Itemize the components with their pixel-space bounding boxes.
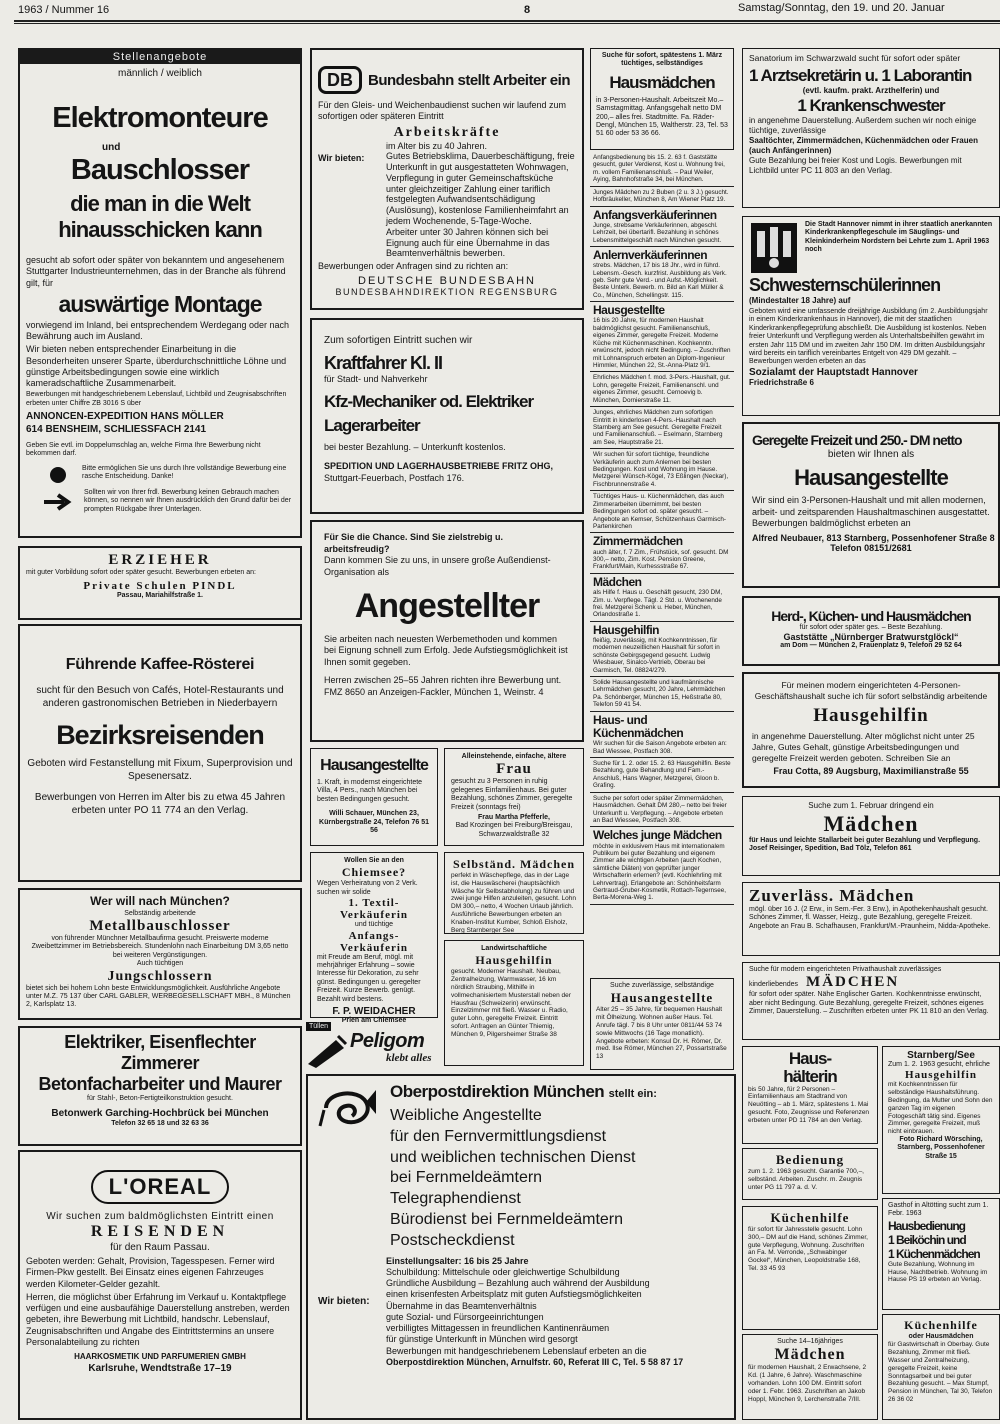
position-list — [390, 1106, 724, 1252]
classified-list — [590, 152, 734, 902]
arrow-icon — [44, 493, 72, 516]
body-text: Geboten werden: Gehalt, Provision, Tagesspesen. Ferner wird Firmen-Pkw gestellt. Bei Einsatz eines eigenen Fahrzeuges werden Kilometer-Gelder gezahlt. — [26, 1256, 275, 1289]
body-text: in 3-Personen-Haushalt. Arbeitszeit Mo.–Samstagmittag. Anfangsgehalt netto DM 200,– alles frei. Stadtmitte. Fa. Räder-Dengl, München 15, Waltherstr. 23, Tel. 53 51 60 oder 53 36 66. — [596, 96, 728, 138]
headline: die man in die Welt — [70, 191, 250, 216]
headline: Hausgehilfin — [905, 1069, 977, 1082]
address: Frau Cotta, 89 Augsburg, Maximilianstraße 55 — [773, 766, 969, 777]
address: Passau, Mariahilfstraße 1. — [117, 592, 203, 600]
ad-peligom — [306, 1022, 442, 1070]
address: Prien am Chiemsee — [341, 1016, 407, 1024]
issue-date: Samstag/Sonntag, den 19. und 20. Januar — [738, 2, 945, 14]
body-text: Gasthof in Altötting sucht zum 1. Febr. 1963 — [888, 1202, 989, 1218]
loreal-logo: L'OREAL — [91, 1170, 230, 1204]
headline: Kfz-Mechaniker od. Elektriker — [324, 391, 534, 411]
hannover-crest-icon — [749, 221, 799, 275]
headline: Hausangestellte — [320, 757, 428, 774]
body-text: mit guter Vorbildung sofort oder später gesucht. Bewerbungen erbeten an: — [26, 569, 256, 576]
body-text: für Haus und leichte Stallarbeit bei guter Bezahlung und Verpflegung. Josef Reisinger, Spedition, Bad Tölz, Telefon 861 — [749, 837, 981, 853]
classified-text: Tüchtiges Haus- u. Küchenmädchen, das auch Zimmerarbeiten übernimmt, bei besten Bedingungen sofort od. später gesucht. – Angebote an Kemser, Schützenhaus Garmisch-Partenkirchen — [593, 493, 727, 531]
body-text: Einstellungsalter: 16 bis 25 Jahre — [386, 1255, 529, 1266]
headline: MÄDCHEN — [806, 974, 900, 991]
position-line: Weibliche Angestellte — [390, 1107, 542, 1124]
classified-text: Junges Mädchen zu 2 Buben (2 u. 3 J.) gesucht. Hofbräukeller, München 8, Am Wiener Platz 19. — [593, 188, 729, 204]
body-text: Wollen Sie an den — [344, 857, 404, 864]
classified-item — [590, 622, 734, 677]
headline: Betonfacharbeiter und Maurer — [38, 1074, 282, 1094]
classified-item — [590, 491, 734, 533]
body-text: Suche für sofort, spätestens 1. März tüchtiges, selbständiges — [601, 52, 723, 68]
address: Stuttgart-Feuerbach, Postfach 176. — [324, 473, 465, 484]
body-text: für sofort oder später ges. – Beste Bezahlung. — [799, 624, 943, 631]
headline: Bezirksreisenden — [56, 720, 264, 750]
headline: Hausgehilfin — [813, 705, 929, 727]
body-text: für Gastwirtschaft in Oberbay. Gute Bezahlung, Zimmer mit fließ. Wasser und Zentralheizung, geregelte Freizeit, keine Sonntagsarbeit und bei guter Bezahlung gesucht. – Max Stumpf, Pension in München, Tal 30, Telefon 26 36 02 — [888, 1341, 993, 1403]
address: Alfred Neubauer, 813 Starnberg, Possenhofener Straße 8 — [752, 533, 995, 544]
headline: Schwesternschülerinnen — [749, 275, 941, 295]
ad-reisinger — [742, 796, 1000, 876]
body-text: Gründliche Ausbildung – Bezahlung auch während der Ausbildung — [386, 1278, 650, 1289]
body-text: (Mindestalter 18 Jahre) auf — [749, 296, 851, 305]
classified-text: Ehrliches Mädchen f. mod. 3-Pers.-Haushalt, gut. Lohn, geregelte Freizeit, Familienanschl. und eigenes Zimmer, gesucht. Cernoevig b. München, Dornierstraße 11. — [593, 374, 731, 404]
body-text: Herren, die möglichst über Erfahrung im Verkauf u. Kontaktpflege verfügen und eine ausbaufähige Dauerstellung anstreben, werden gebeten, ihre Bewerbung mit Lichtbild, handschr. Lebenslauf, Zeugnisabschriften und Angabe des Eintrittstermins an unsere Personalabteilung zu richten — [26, 1291, 290, 1347]
position-line: und weiblichen technischen Dienst — [390, 1148, 636, 1166]
classified-headline: Mädchen — [593, 574, 642, 589]
phone: Telefon 32 65 18 und 32 63 36 — [111, 1120, 209, 1128]
classified-item — [590, 372, 734, 407]
classified-headline: Haus- und Küchenmädchen — [593, 712, 684, 740]
position-line: Bürodienst bei Fernmeldeämtern — [390, 1210, 624, 1228]
ad-cotta — [742, 672, 1000, 788]
body-text: Wir sind ein 3-Personen-Haushalt und mit allen modernen, arbeit- und zeitsparenden Haushaltmaschinen ausgestattet. Bewerbungen baldmöglichst erbeten an — [752, 495, 990, 529]
body-text: bei bester Bezahlung. – Unterkunft kostenlos. — [324, 441, 506, 452]
body-text: in angenehme Dauerstellung. Alter möglichst nicht unter 25 Jahre, Gutes Gehalt, günstige Arbeitsbedingungen und geregelte Freizeit werden geboten. Schreiben Sie an — [752, 731, 975, 763]
headline: Wer will nach München? — [90, 894, 230, 908]
body-text: Suche zuverlässige, selbständige — [610, 982, 714, 989]
body-text: sucht für den Besuch von Cafés, Hotel-Restaurants und anderen gastronomischen Betrieben in Niederbayern — [36, 685, 284, 709]
body-text: Selbständig arbeitende — [124, 909, 196, 917]
headline: Führende Kaffee-Rösterei — [65, 656, 255, 673]
headline: 1 Arztsekretärin u. 1 Laborantin — [749, 65, 972, 85]
body-text: Arbeiter unter 30 Jahren können sich bei Eignung auch für eine Übernahme in das Beamtenverhältnis bewerben. — [386, 226, 550, 259]
body-text: für Stahl-, Beton-Fertigteilkonstruktion gesucht. — [87, 1095, 233, 1102]
headline: Küchenhilfe — [770, 1210, 850, 1225]
headline: Arbeitskräfte — [393, 124, 501, 140]
classified-headline: Zimmermädchen — [593, 534, 683, 549]
position-line: Postscheckdienst — [390, 1231, 515, 1249]
company-name: Frau Martha Pfefferle, — [478, 813, 550, 821]
body-text: im Alter bis zu 40 Jahren. — [386, 140, 488, 151]
company-name: Gaststätte „Nürnberger Bratwurstglöckl“ — [783, 632, 959, 643]
body-text: kinderliebendes — [749, 981, 799, 989]
body-text: Zum 1. 2. 1963 gesucht, ehrliche — [888, 1061, 990, 1068]
classified-item — [590, 187, 734, 207]
headline: 1 Beiköchin und — [888, 1232, 966, 1247]
headline: Mädchen — [774, 1346, 846, 1364]
body-text: mögl. über 16 J. (2 Erw., in Sem.-Fer. 3 Erw.), in Apothekenhaushalt gesucht. Schönes Zimmer, fl. Wasser, Heizg., gute Bezahlung, geregelte Freizeit. Angebote an Frau B. Schafhausen, Frankfurt/M.-Praunheim, Nidda-Apotheke. — [749, 906, 991, 930]
body-text: vorwiegend im Inland, bei entsprechendem Werdegang oder nach Bewährung auch im Ausland. — [26, 319, 289, 341]
body-text: zum 1. 2. 1963 gesucht. Garantie 700,–, selbständ. Arbeiten. Zuschr. m. Zeugnis unter PG 11 797 a. d. V. — [748, 1168, 864, 1191]
headline: Mädchen — [823, 811, 919, 836]
ad-weidacher — [310, 852, 438, 1024]
headline: Jungschlossern — [107, 968, 213, 984]
headline: Starnberg/See — [907, 1050, 975, 1061]
address: Karlsruhe, Wendtstraße 17–19 — [88, 1362, 232, 1374]
headline: Geregelte Freizeit und 250.- DM netto — [752, 432, 962, 448]
body-text: in angenehme Dauerstellung. Außerdem suchen wir noch einige tüchtige, zuverlässige — [749, 115, 977, 135]
body-text: Für meinen modern eingerichteten 4-Personen-Geschäftshaushalt suche ich für sofort selbständig arbeitende — [754, 680, 988, 701]
classified-headline: Hausgehilfin — [593, 622, 660, 637]
ad-bedienung — [742, 1148, 878, 1200]
body-text: Wegen Verheiratung von 2 Verk. suchen wir solide — [317, 880, 418, 896]
classified-text: möchte in exklusivem Haus mit internationalem Publikum bei guter Bezahlung und eigenem Zimmer alle wichtigen Arbeiten (auch Kochen, sämtliche Diäten) von geprüfter junger Wirtschafterin erlernen? (evtl. Kochlehrling mit Lehrvertrag). Erlangebote an: Schönheitsfarm Gertraud-Gruber-Kosmetik, Rottach-Tegernsee, Berta-Morena-Weg 1. — [593, 842, 726, 902]
headline: Selbständ. Mädchen — [452, 857, 576, 871]
body-text: oder Hausmädchen — [908, 1333, 974, 1340]
body-text: und tüchtige — [354, 921, 394, 929]
address: am Dom — München 2, Frauenplatz 9, Telefon 29 52 64 — [780, 642, 962, 650]
classified-item — [590, 449, 734, 491]
body-text: Wir suchen zum baldmöglichsten Eintritt einen — [46, 1211, 274, 1222]
position-line: für den Fernvermittlungsdienst — [390, 1127, 607, 1145]
body-text: Wir bieten neben entsprechender Einarbeitung in die Besonderheiten unserer Sparte, überdurchschnittliche Löhne und günstige Arbeitsbedingungen sowie eine wirklich kameradschaftliche Zusammenarbeit. — [26, 344, 287, 388]
body-text: für günstige Unterkunft in München wird gesorgt — [386, 1334, 578, 1345]
headline: 1. Textil-Verkäuferin — [339, 897, 409, 922]
ad-sanatorium — [742, 48, 1000, 208]
label: Wir bieten: — [318, 152, 365, 163]
body-text: Sollten wir von Ihrer frdl. Bewerbung keinen Gebrauch machen können, so nennen wir Ihnen ausdrücklich den Grund dafür bei der prompten Rückgabe Ihrer Unterlagen. — [84, 488, 292, 513]
body-text: für modernen Haushalt, 2 Erwachsene, 2 Kd. (1 Jahre, 6 Jahre). Waschmaschine vorhanden. Lohn 100 DM. Eintritt sofort oder 1. Febr. 1963. Zuschriften an Jakob Hoppl, München 9, Lerchenstraße 7/III. — [748, 1364, 867, 1403]
body-text: mit Freude am Beruf, mögl. mit mehrjähriger Erfahrung – sowie Interesse für Dekoration, zu sehr günst. Bedingungen u. geregelter Freizeit. Kurze Bewerb. genügt. Bezahlt wird bestens. — [317, 953, 421, 1003]
body-text: gesucht ab sofort oder später von bekanntem und angesehenem Stuttgarter Industrieunternehmen, das in der Branche als führend gilt, für — [26, 255, 286, 288]
headline: Metallbauschlosser — [89, 917, 231, 934]
classified-item — [590, 677, 734, 712]
ad-hausmaedchen-raeder — [590, 48, 734, 150]
body-text: Schulbildung: Mittelschule oder gleichwertige Schulbildung — [386, 1266, 620, 1277]
body-text: Sanatorium im Schwarzwald sucht für sofort oder später — [749, 53, 961, 63]
classified-item — [590, 793, 734, 828]
classified-text: als Hilfe f. Haus u. Geschäft gesucht, 230 DM, Zim. u. Verpflege. Tägl. 2 Std. u. Wochenende frei. Metzgerei Schenk u. Heber, München, Orlandostraße 1. — [593, 589, 723, 619]
classified-text: fleißig, zuverlässig, mit Kochkenntnissen, für modernen neuzeitlichen Haushalt für sofort in schönste Gebirgsgegend gesucht. Ludwig Wiesbauer, Sinalco-Vertrieb, Oberau bei Garmisch, Tel. 08824/279. — [593, 636, 720, 674]
body-text: Dann kommen Sie zu uns, in unsere große Außendienst-Organisation als — [324, 555, 551, 578]
ad-bratwurstgloeckl — [742, 596, 1000, 666]
ad-betonwerk — [18, 1026, 302, 1146]
body-text: Suche zum 1. Februar dringend ein — [808, 801, 934, 810]
headline: 1 Krankenschwester — [797, 95, 945, 115]
headline: Haus-hälterin — [783, 1049, 837, 1086]
body-text: Saaltöchter, Zimmermädchen, Küchenmädchen oder Frauen (auch Anfängerinnen) — [749, 135, 978, 155]
headline: Chiemsee? — [341, 865, 407, 880]
posthorn-icon — [318, 1082, 378, 1134]
body-text: mit Kochkenntnissen für selbständige Haushaltsführung. Bedingung, da Mutter und Sohn den ganzen Tag im eigenen Fotogeschäft tätig sind. Eigenes Zimmer, geregelte Freizeit, muß nicht einbrauen. — [888, 1081, 993, 1136]
ad-neubauer — [742, 422, 1000, 588]
headline: Kraftfahrer Kl. II — [324, 353, 443, 373]
ad-erzieher — [18, 546, 302, 620]
body-text: Suche 14–16jähriges — [777, 1338, 843, 1345]
classified-headline: Welches junge Mädchen — [593, 828, 722, 843]
headline: Bedienung — [775, 1152, 845, 1167]
headline: Frau — [496, 761, 532, 778]
classified-item — [590, 407, 734, 449]
body-text: Auch tüchtigen — [136, 960, 184, 968]
ad-hausangestellte-roemer — [590, 978, 734, 1070]
headline: 1 Küchenmädchen — [888, 1246, 980, 1261]
ad-frau — [444, 748, 584, 846]
classified-item — [590, 247, 734, 302]
ad-hausangestellte-schauer — [310, 748, 438, 846]
body-text: von führender Münchner Metallbaufirma gesucht. Preiswerte moderne Zweibettzimmer im Betriebsbereich. Stundenlohn nach Einarbeitung DM 3,65 netto bei weiteren Vergünstigungen. — [31, 934, 289, 959]
ad-metallbauschlosser — [18, 888, 302, 1020]
body-text: Bewerbungen oder Anfragen sind zu richten an: — [318, 261, 509, 272]
company-name: HAARKOSMETIK UND PARFUMERIEN GMBH — [74, 1352, 246, 1361]
body-text: Alter 25 – 35 Jahre, für bequemen Haushalt mit Ölheizung. Wohnen außer Haus. Tel. Anrufe tägl. 7 bis 8 Uhr unter 0811/44 53 74 sowie Mittwochs (16 Tage monatlich). Angebote erbeten: Konsul Dr. H. Römer, Dr. med. Ilse Römer, München 27, Possartstraße 13 — [596, 1006, 727, 1061]
ad-kaffee-roesterei — [18, 624, 302, 882]
company-name: SPEDITION UND LAGERHAUSBETRIEBE FRITZ OHG, — [324, 461, 554, 472]
body-text: für den Raum Passau. — [110, 1242, 210, 1253]
ad-elektromonteure — [18, 48, 302, 538]
body-text: verbilligtes Mittagessen in freundlichen Kantinenräumen — [386, 1323, 610, 1334]
headline: Hausangestellte — [610, 990, 714, 1006]
headline: Herd-, Küchen- und Hausmädchen — [771, 608, 971, 624]
body-text: Bewerbungen mit handgeschriebenem Lebenslauf, Lichtbild und Zeugnisabschriften erbeten unter Chiffre ZB 3016 S über — [26, 391, 287, 407]
body-text: für sofort für Jahresstelle gesucht. Lohn 300,– DM auf die Hand, schönes Zimmer, gute Verpflegung, Wohnung. Zuschriften an Fa. M. Verronde, „Schwabinger Gockel“, München, Leopoldstraße 168, Tel. 33 45 93 — [748, 1226, 868, 1272]
body-text: Gute Bezahlung, Wohnung im Hause, Nachtbetrieb. Wohnung im Hause PS 19 erbeten an Verlag. — [888, 1260, 988, 1284]
body-text: für sofort oder später. Nähe Englischer Garten. Kochkenntnisse erwünscht, aber nicht Bedingung. Gute Bezahlung, geregelte Freizeit, schönes eigenes Zimmer, Dauerstellung. – Zuschriften erbeten unter PK 11 810 an den Verlag. — [749, 991, 989, 1016]
classified-text: 16 bis 20 Jahre, für modernen Haushalt baldmöglichst gesucht. Familienanschluß, eigenes Zimmer, geregelte Freizeit. Moderne Küche mit Küchenmaschinen. Kochkenntn. erwünscht, jedoch nicht Bedingung. – Zuschriften mit Lohnanspruch erbeten an Diplom-Ingenieur Himmler, München 22, St.-Anna-Platz 9/1. — [593, 317, 731, 369]
headline: hinausschicken kann — [58, 217, 262, 242]
headline: REISENDEN — [90, 1223, 230, 1240]
body-text: Für Sie die Chance. Sind Sie zielstrebig u. arbeitsfreudig? — [324, 532, 504, 554]
body-text: Bitte ermöglichen Sie uns durch Ihre vollständige Bewerbung eine rasche Entscheidung. Danke! — [82, 464, 287, 481]
body-text: gesucht zu 3 Personen in ruhig gelegenes Einfamilienhaus. Bei guter Bezahlung, schönes Zimmer, geregelte Freizeit (sonntags frei) — [451, 778, 573, 811]
address: 614 BENSHEIM, SCHLIESSFACH 2141 — [26, 424, 207, 436]
classified-headline: Anfangsverkäuferinnen — [593, 207, 717, 222]
classified-headline: Hausgestellte — [593, 303, 665, 318]
body-text: bis 50 Jahre, für 2 Personen – Einfamilienhaus am Stadtrand von Neuötting – ab 1. März, spätestens 1. Mai gesucht. Foto, Zeugnisse und Referenzen erbeten unter PD 11 784 an den Verlag. — [748, 1085, 870, 1124]
ad-altoetting — [882, 1198, 1000, 1310]
headline: Lagerarbeiter — [324, 415, 420, 435]
body-text: Die Stadt Hannover nimmt in ihrer staatlich anerkannten Kinderkrankenpflegeschule im Säuglings- und Kleinkinderheim Nordstern bei Lehrte zum 1. April 1963 noch — [805, 221, 993, 254]
classified-headline: Anlernverkäuferinnen — [593, 247, 708, 262]
label: Tüllen — [306, 1022, 331, 1031]
body-text: Übernahme in das Beamtenverhältnis — [386, 1300, 537, 1311]
body-text: 1. Kraft, in modernst eingerichtete Villa, 4 Pers., nach München bei besten Bedingungen gesucht. — [317, 779, 423, 803]
slogan: klebt alles — [386, 1052, 432, 1064]
position-line: Telegraphendienst — [390, 1190, 521, 1208]
classified-item — [590, 152, 734, 187]
body-text: Geboten wird Festanstellung mit Fixum, Superprovision und Spesenersatz. — [27, 758, 293, 782]
body-text: Bewerbungen von Herren im Alter bis zu etwa 45 Jahren erbeten unter PO 11 774 an den Verlag. — [34, 792, 286, 816]
headline: Hausgehilfin — [475, 953, 553, 968]
body-text: bietet sich bei hohem Lohn beste Entwicklungsmöglichkeit. Ausführliche Angebote unter M.Z. 75 137 über CARL GABLER, WERBEGESELLSCHAFT MBH., 8 München 2, Karlsplatz 13. — [26, 984, 291, 1009]
classified-text: Suche per sofort oder später Zimmermädchen, Hausmädchen. Gehalt DM 280,– netto bei freier Unterkunft u. Verpflegung. – Angebote erbeten an Bad Wiessee, Postfach 308. — [593, 794, 727, 824]
classified-text: Solide Hausangestellte und kaufmännische Lehrmädchen gesucht, 20 Jahre, Lehrmädchen Pa. Schönberger, München 15, Heßstraße 80, Telefon 59 41 54. — [593, 679, 726, 709]
body-text: Landwirtschaftliche — [481, 945, 547, 952]
classified-text: Suche für 1. 2. oder 15. 2. 63 Hausgehilfin. Beste Bezahlung, gute Behandlung und Fam.-Anschluß, Hans Wagner, Metzgerei, Gloon b. Grafing. — [593, 759, 731, 790]
body-text: Sie arbeiten nach neuesten Werbemethoden und kommen bei Eignung schnell zum Erfolg. Jede Aufstiegsmöglichkeit ist Ihnen somit gegeben. — [324, 633, 568, 668]
ad-loreal — [18, 1150, 302, 1420]
classified-text: auch älter, f. 7 Zim., Frühstück, sof. gesucht. DM 300,– netto, Zim. Kost. Pension Greene, Frankfurt/Main, Kurhessstraße 67. — [593, 548, 729, 571]
page-number: 1963 / Nummer 16 — [18, 4, 110, 16]
company-name: Betonwerk Garching-Hochbrück bei München — [51, 1108, 269, 1120]
ad-haushaelterin — [742, 1046, 878, 1144]
ad-kinderliebendes-maedchen — [742, 962, 1000, 1040]
address: Starnberg, Possenhofener Straße 15 — [897, 1144, 985, 1160]
classified-text: Junge, strebsame Verkäuferinnen, abgeschl. Lehrzeit, bei übertarifl. Bezahlung in schönes Lebensmittelgeschäft nach München gesucht. — [593, 221, 722, 244]
ad-stumpf — [882, 1314, 1000, 1420]
ad-hoppl — [742, 1334, 878, 1420]
classified-item — [590, 302, 734, 372]
headline: Bundesbahn stellt Arbeiter ein — [368, 71, 570, 89]
classified-text: Junges, ehrliches Mädchen zum sofortigen Eintritt in kinderlosen 4-Pers.-Haushalt nach Starnberg am See gesucht. Geregelte Freizeit und Familienanschluß. – Eselmann, Starnberg am See, Hauptstraße 21. — [593, 409, 723, 446]
company-name: F. P. WEIDACHER — [332, 1005, 416, 1017]
headline: Elektriker, Eisenflechter — [64, 1032, 256, 1052]
headline: Küchenhilfe — [904, 1318, 978, 1332]
body-text: Gutes Betriebsklima, Dauerbeschäftigung, freie Unterkunft in gut ausgestatteten Wohnwagen, Verpflegung in guter Gemeinschaftsküche unter gleichzeitiger Zahlung einer tariflich festgelegten Aufwandsentschädigung (Auslösung), kostenlose Familienheimfahrt an jedem Wochenende, 5-Tage-Woche. — [386, 151, 575, 227]
ad-spedition — [310, 318, 584, 514]
headline: Zimmerer — [120, 1053, 200, 1073]
body-text: Alleinstehende, einfache, ältere — [461, 753, 567, 760]
db-logo-icon: DB — [318, 66, 362, 94]
body-text: stellt ein: — [608, 1088, 657, 1100]
classified-item — [590, 758, 734, 793]
label: Wir bieten: — [318, 1295, 370, 1307]
body-text: Geboten wird eine umfassende dreijährige Ausbildung (im 2. Ausbildungsjahr in einem Kinderkrankenhaus in Hannover), die mit der staatlichen Kinderkrankenpflegeprüfung abschließt. Die Ausbildung ist kostenlos. Neben freier Unterkunft und Verpflegung werden als Unterhaltsbeihilfen gewährt im ersten Jahr 115 DM und im zweiten Jahr 150 DM. Im dritten Ausbildungsjahr wird bereits ein tariflich vereinbartes Entgelt von 429 DM gezahlt. – Bewerbungen werden erbeten an das — [749, 308, 988, 366]
classified-item — [590, 207, 734, 247]
address: Oberpostdirektion München, Arnulfstr. 60, Referat III C, Tel. 5 58 87 17 — [386, 1356, 684, 1367]
headline: Elektromonteure — [52, 102, 268, 134]
headline: auswärtige Montage — [58, 290, 262, 317]
tube-icon — [306, 1034, 348, 1068]
body-text: Herren zwischen 25–55 Jahren richten ihre Bewerbung unt. FMZ 8650 an Anzeigen-Fackler, München 1, Weinstr. 4 — [324, 674, 562, 697]
company-name: Foto Richard Wörsching, — [899, 1135, 983, 1143]
classified-text: Anfangsbedienung bis 15. 2. 63 f. Gaststätte gesucht, guter Verdienst, Kost u. Wohnung frei, m. vollem Familienanschluß. – Paul Weiler, Aying, Bahnhofstraße 34, bei München. — [593, 154, 725, 184]
dot-icon — [50, 467, 66, 483]
company-name: Sozialamt der Hauptstadt Hannover — [749, 366, 918, 378]
address: Friedrichstraße 6 — [749, 377, 814, 387]
classified-text: Wir suchen für sofort tüchtige, freundliche Verkäuferin auch zum Anlernen bei besten Bedingungen. Kost und Wohnung im Hause. Metzgerei Wünsch-Kögel, 73 Eßlingen (Neckar), Fischbrunnenstraße 4. — [593, 451, 729, 488]
company-name: ANNONCEN-EXPEDITION HANS MÖLLER — [26, 411, 224, 423]
body-text: gute Sozial- und Fürsorgeeinrichtungen — [386, 1311, 544, 1322]
text: und — [102, 142, 121, 153]
body-text: Zum sofortigen Eintritt suchen wir — [324, 335, 473, 346]
ad-oberpostdirektion — [306, 1074, 736, 1420]
body-text: gesucht. Moderner Haushalt. Neubau, Zentralheizung, Warmwasser, 16 km nördlich Straubing, Mithilfe in vollmechanisiertem Musterstall neben der Hausfrau (Schweizerin) erwünscht. Einzelzimmer mit fließ. Wasser u. Radio, guter Lohn, geregelte Freizeit. Eintritt sofort. Anfragen an Günter Thiemig, München 9, Pilgersheimer Straße 38 — [451, 968, 571, 1038]
ad-hannover — [742, 216, 1000, 416]
headline: ERZIEHER — [108, 552, 212, 568]
headline: Hausmädchen — [609, 72, 715, 92]
ad-landwirtschaftliche-hausgehilfin — [444, 940, 584, 1066]
classified-item — [590, 827, 734, 905]
headline: Oberpostdirektion München — [390, 1082, 605, 1101]
headline: Hausbedienung — [888, 1218, 966, 1233]
address: Bad Krozingen bei Freiburg/Breisgau, Schwarzwaldstraße 32 — [455, 822, 573, 838]
classified-text: Wir suchen für die Saison Angebote erbeten an: Bad Wiessee, Postfach 308. — [593, 740, 727, 755]
classified-item — [590, 712, 734, 758]
ad-bundesbahn — [310, 48, 584, 310]
company-name: Private Schulen PINDL — [83, 580, 237, 593]
body-text: Suche für modern eingerichteten Privathaushalt zuverlässiges — [749, 966, 942, 973]
address: BUNDESBAHNDIREKTION REGENSBURG — [335, 286, 559, 297]
headline: Hausangestellte — [794, 465, 948, 490]
body-text: einen krisenfesten Arbeitsplatz mit guten Aufstiegsmöglichkeiten — [386, 1289, 642, 1300]
headline: Bauschlosser — [70, 154, 250, 186]
sub-header: männlich / weiblich — [118, 68, 202, 79]
classified-item — [590, 574, 734, 622]
ad-angestellter — [310, 520, 584, 742]
body-text: (evtl. kaufm. prakt. Arzthelferin) und — [802, 85, 940, 95]
classified-text: strebs. Mädchen, 17 bis 18 Jhr., wird in führd. Lebensm.-Gesch. kurzfrist. Ausbildung als Verk. geb. Sehr gute Verd.- und Aufst.-Möglichkeit. Beste Unterk. Bewerb. m. Bild an Karl Müller & Co., München, Schellingstr. 115. — [593, 262, 727, 299]
classified-item — [590, 533, 734, 573]
body-text: bieten wir Ihnen als — [827, 449, 915, 460]
body-text: perfekt in Wäschepflege, das in der Lage ist, die Hauswäscherei (hauptsächlich Wäsche für Selbstabholung) zu führen und zwei junge Hilfen anzuleiten, gesucht. Lohn DM 300,– netto, 4 Wochen Urlaub jährlich. Ausführliche Bewerbungen erbeten an Knaben-Institut Kumber, Schloß Elsholz, Berg Starnberger See — [451, 872, 577, 934]
ad-kuechenhilfe-verronde — [742, 1206, 878, 1330]
headline: Zuverläss. Mädchen — [749, 886, 915, 905]
body-text: Bewerbungen mit handgeschriebenem Lebenslauf erbeten an die — [386, 1345, 647, 1356]
body-text: Geben Sie evtl. im Doppelumschlag an, welche Firma Ihre Bewerbung nicht bekommen darf. — [26, 442, 261, 458]
body-text: für Stadt- und Nahverkehr — [324, 374, 428, 384]
brand-name: Peligom — [350, 1030, 425, 1052]
phone: Telefon 08151/2681 — [830, 543, 912, 554]
ad-woersching — [882, 1046, 1000, 1194]
headline: Angestellter — [354, 586, 540, 625]
position-line: bei Fernmeldeämtern — [390, 1169, 543, 1187]
body-text: Für den Gleis- und Weichenbaudienst suchen wir laufend zum sofortigen oder späteren Eintritt — [318, 100, 566, 122]
ad-schafhausen — [742, 882, 1000, 956]
address: Willi Schauer, München 23, Kürnbergstraße 24, Telefon 76 51 56 — [319, 810, 429, 834]
company-name: DEUTSCHE BUNDESBAHN — [358, 274, 536, 287]
headline: Anfangs-Verkäuferin — [339, 929, 409, 954]
ad-selbstaendiges-maedchen — [444, 852, 584, 934]
page-center-marker: 8 — [524, 4, 531, 16]
body-text: Gute Bezahlung bei freier Kost und Logis. Bewerbungen mit Lichtbild unter PC 11 803 an den Verlag. — [749, 155, 962, 175]
section-header: Stellenangebote — [20, 50, 300, 64]
